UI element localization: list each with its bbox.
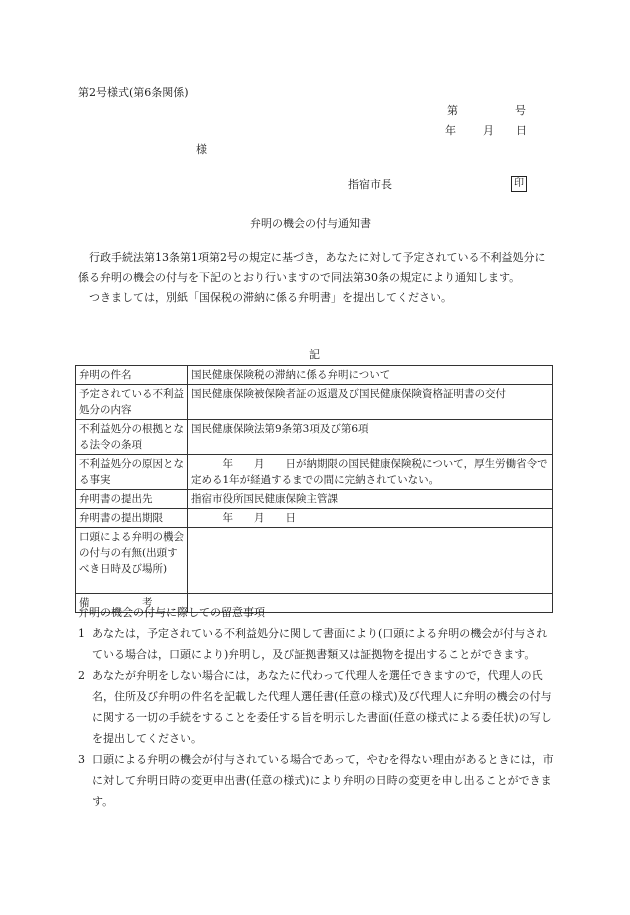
row-label: 不利益処分の根拠となる法令の条項 [76,420,188,455]
form-label: 第2号様式(第6条関係) [78,86,189,99]
table-row [76,490,553,509]
note-item [78,623,554,665]
row-value: 国民健康保険被保険者証の返還及び国民健康保険資格証明書の交付 [188,385,553,420]
row-label: 弁明書の提出先 [76,490,188,509]
table-row [76,455,553,490]
note-item [78,749,554,812]
row-label: 不利益処分の原因となる事実 [76,455,188,490]
row-label: 口頭による弁明の機会の付与の有無(出頭すべき日時及び場所) [76,528,188,594]
note-number: 2 [78,669,85,682]
details-table [75,365,553,613]
document-title: 弁明の機会の付与通知書 [250,217,371,230]
seal-mark: 印 [511,176,527,192]
row-value [188,528,553,594]
table-row [76,366,553,385]
table-row [76,528,553,594]
row-label: 弁明の件名 [76,366,188,385]
row-value: 国民健康保険法第9条第3項及び第6項 [188,420,553,455]
sender-name: 指宿市長 [348,178,392,191]
body-paragraph-2: つきましては，別紙「国保税の滞納に係る弁明書」を提出してください。 [89,291,452,304]
note-number: 3 [78,753,85,766]
date-year: 年 [445,124,456,137]
number-prefix: 第 [447,104,458,117]
note-text: あなたは，予定されている不利益処分に関して書面により(口頭による弁明の機会が付与されている場合は，口頭により)弁明し，及び証拠書類又は証拠物を提出することができます。 [92,627,548,661]
body-paragraph-1: 行政手続法第13条第1項第2号の規定に基づき，あなたに対して予定されている不利益処分に係る弁明の機会の付与を下記のとおり行いますので同法第30条の規定により通知します。 [78,251,546,284]
row-label: 備 考 [76,594,188,613]
row-label: 予定されている不利益処分の内容 [76,385,188,420]
note-item [78,665,554,749]
row-value: 年 月 日 [188,509,553,528]
notes-section [78,602,554,812]
note-text: 口頭による弁明の機会が付与されている場合であって，やむを得ない理由があるときには，市に対して弁明日時の変更申出書(任意の様式)により弁明の日時の変更を申し出ることができます。 [92,753,554,808]
body-text [78,248,552,308]
table-row [76,509,553,528]
row-value: 年 月 日が納期限の国民健康保険税について，厚生労働省令で定める1年が経過するまでの間に完納されていない。 [188,455,553,490]
date-day: 日 [516,124,527,137]
note-number: 1 [78,627,85,640]
ki-mark: 記 [309,348,320,361]
row-label: 弁明書の提出期限 [76,509,188,528]
table-row [76,385,553,420]
number-suffix: 号 [515,104,526,117]
addressee-suffix: 様 [196,143,207,156]
table-row [76,420,553,455]
row-value: 指宿市役所国民健康保険主管課 [188,490,553,509]
row-value: 国民健康保険税の滞納に係る弁明について [188,366,553,385]
notes-heading: 弁明の機会の付与に際しての留意事項 [78,606,265,619]
note-text: あなたが弁明をしない場合には，あなたに代わって代理人を選任できますので，代理人の氏名，住所及び弁明の件名を記載した代理人選任書(任意の様式)及び代理人に弁明の機会の付与に関する一切の手続をすることを委任する旨を明示した書面(任意の様式による委任状)の写しを提出してください。 [92,669,552,745]
date-month: 月 [483,124,494,137]
